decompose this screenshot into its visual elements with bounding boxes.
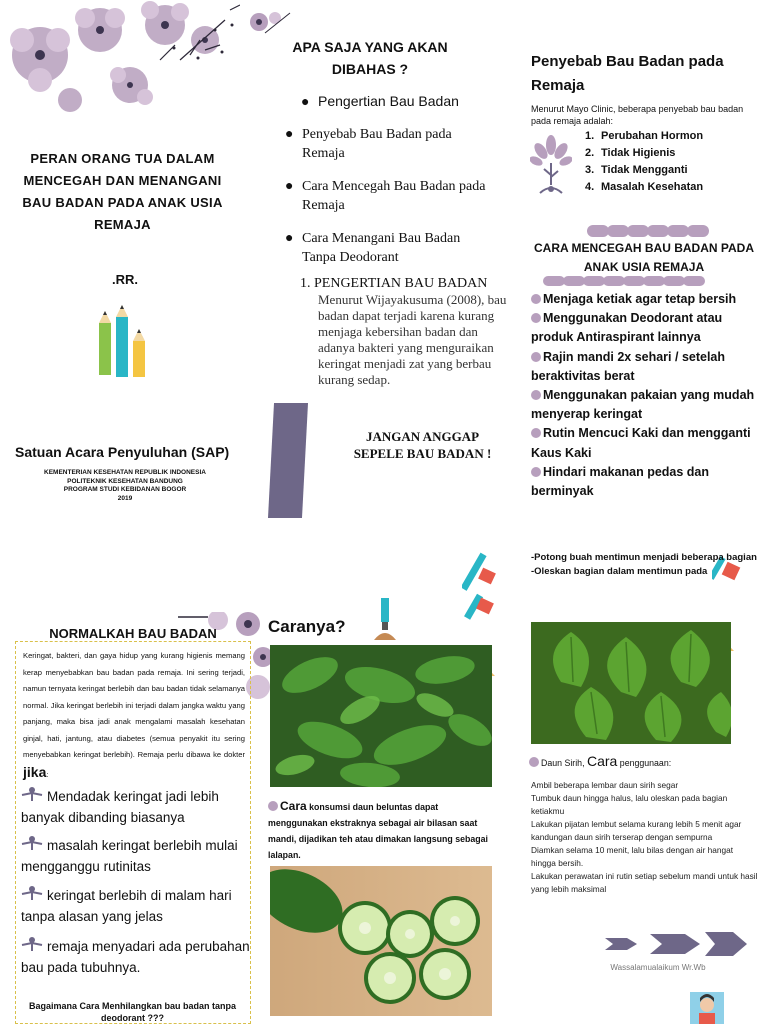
floral-decoration-top-center xyxy=(245,8,295,38)
topics-heading: APA SAJA YANG AKAN DIBAHAS ? xyxy=(292,39,448,77)
causes-list xyxy=(585,128,703,196)
bullet-icon xyxy=(531,313,541,323)
list-item: 2. Tidak Higienis xyxy=(585,147,676,159)
cara-text: konsumsi daun beluntas dapat menggunakan ekstraknya sebagai air bilasan saat mandi, dijadikan teh atau dimakan langsung sebagai lalapan. xyxy=(268,802,488,860)
list-item: Rajin mandi 2x sehari / setelah beraktivitas berat xyxy=(531,349,726,383)
step-text: Diamkan selama 10 menit, lalu bilas dengan air hangat hingga bersih. xyxy=(531,845,734,868)
arrow-decoration xyxy=(605,928,750,960)
list-item: 4. Masalah Kesehatan xyxy=(585,181,704,193)
instruction-line: -Oleskan bagian dalam mentimun pada xyxy=(531,566,708,577)
daun-label: Daun Sirih, xyxy=(541,758,585,768)
pill-divider xyxy=(587,225,707,238)
emphasis-jika: jika xyxy=(23,763,47,780)
paragraph-text: Keringat, bakteri, dan gaya hidup yang kurang higienis memang kerap menyebabkan bau badan pada remaja. Ini sering terjadi, namun ternyata keringat berlebih dan bau badan tidak selamanya normal. Jika keringat berlebih ini terjadi dalam jangka waktu yang panjang, maka bisa jadi anak mengalami masalah kesehatan ginjal, hati, jantung, atau diabetes (semua penyakit itu sering menyebabkan keringat berlebih). Remaja perlu dibawa ke dokter xyxy=(23,651,245,759)
section-title-normalkah: NORMALKAH BAU BADAN xyxy=(49,626,217,641)
list-item: 3. Tidak Mengganti xyxy=(585,164,688,176)
instruction-line: -Potong buah mentimun menjadi beberapa bagian xyxy=(531,552,757,563)
pencil-stand-icon xyxy=(370,596,400,642)
person-icon xyxy=(21,786,47,807)
pencils-icon xyxy=(95,303,150,380)
sap-title: Satuan Acara Penyuluhan (SAP) xyxy=(15,444,230,460)
prevention-list xyxy=(531,290,761,501)
list-item: Menggunakan Deodorant atau produk Antiraspirant lainnya xyxy=(531,311,723,345)
bullet-icon xyxy=(531,390,541,400)
topic-label: Cara Mencegah Bau Badan pada Remaja xyxy=(302,179,486,213)
person-icon xyxy=(21,835,47,856)
bullet-icon xyxy=(268,801,278,811)
beluntas-leaves-photo xyxy=(270,645,492,787)
bullet-icon xyxy=(531,352,541,362)
warning-text: JANGAN ANGGAP SEPELE BAU BADAN ! xyxy=(353,429,492,461)
sign-text: keringat berlebih di malam hari tanpa alasan yang jelas xyxy=(21,888,232,924)
topic-label: Cara Menangani Bau Badan Tanpa Deodorant xyxy=(302,231,461,265)
section-title: 1. PENGERTIAN BAU BADAN xyxy=(300,276,488,291)
daun-penggunaan: penggunaan: xyxy=(619,758,672,768)
caranya-heading: Caranya? xyxy=(268,617,346,636)
topic-label: Penyebab Bau Badan pada Remaja xyxy=(302,127,452,161)
normal-paragraph: Keringat, bakteri, dan gaya hidup yang kurang higienis memang kerap menyebabkan bau badan pada remaja. Ini sering terjadi, namun ternyata keringat berlebih dan bau badan tidak selamanya normal. Jika keringat berlebih ini terjadi dalam jangka waktu yang panjang, maka bisa jadi anak mengalami masalah kesehatan ginjal, hati, jantung, atau diabetes (semua penyakit itu sering menyebabkan keringat berlebih). Remaja perlu dibawa ke dokter jika: xyxy=(23,651,245,780)
topic-item xyxy=(285,177,487,215)
sign-item xyxy=(21,835,253,877)
institution-line: POLITEKNIK KESEHATAN BANDUNG xyxy=(67,477,183,485)
causes-heading: Penyebab Bau Badan pada Remaja xyxy=(531,53,724,94)
list-item: Hindari makanan pedas dan berminyak xyxy=(531,464,710,499)
brochure-title: PERAN ORANG TUA DALAM MENCEGAH DAN MENANGANI BAU BADAN PADA ANAK USIA REMAJA xyxy=(22,151,223,232)
bullet-icon xyxy=(531,428,541,438)
person-icon xyxy=(21,936,47,957)
step-text: Tumbuk daun hingga halus, lalu oleskan pada bagian ketiakmu xyxy=(531,793,728,816)
bullet-icon xyxy=(531,467,541,477)
bullet-icon xyxy=(531,294,541,304)
sign-item xyxy=(21,936,253,978)
institution-line: 2019 xyxy=(117,494,133,502)
beluntas-description xyxy=(268,798,496,863)
sign-item xyxy=(21,885,253,927)
topic-item xyxy=(301,92,503,111)
section-body: Menurut Wijayakusuma (2008), bau badan dapat terjadi karena kurang menjaga kebersihan badan dan adanya bakteri yang menguraikan keringat menjadi zat yang berbau kurang sedap. xyxy=(318,292,507,387)
betel-leaf-label xyxy=(529,755,759,770)
institution-line: PROGRAM STUDI KEBIDANAN BOGOR xyxy=(63,486,187,493)
decorative-bar xyxy=(268,403,308,518)
tree-logo-icon xyxy=(530,133,572,201)
person-icon xyxy=(21,885,47,906)
sign-text: masalah keringat berlebih mulai mengganggu rutinitas xyxy=(21,838,238,874)
cucumber-slices-photo xyxy=(270,866,492,1016)
institution-line: KEMENTERIAN KESEHATAN REPUBLIK INDONESIA xyxy=(44,469,206,476)
bullet-icon: ● xyxy=(285,231,294,246)
step-text: Lakukan perawatan ini rutin setiap sebelum mandi untuk hasil yang lebih maksimal xyxy=(531,871,758,894)
author-name: .RR. xyxy=(112,272,138,287)
sign-text: remaja menyadari ada perubahan bau pada tubuhnya. xyxy=(21,939,250,975)
person-avatar-icon xyxy=(690,992,724,1024)
cucumber-instructions xyxy=(531,551,768,579)
section-pengertian xyxy=(300,276,510,388)
sign-text: Mendadak keringat jadi lebih banyak dibanding biasanya xyxy=(21,789,219,825)
pill-divider-lower xyxy=(543,276,713,286)
institution-block xyxy=(40,469,210,503)
betel-steps xyxy=(531,779,759,896)
list-item: Rutin Mencuci Kaki dan mengganti Kaus Kaki xyxy=(531,426,751,460)
topic-item xyxy=(285,229,487,267)
pencil-sharpener-icon xyxy=(462,550,498,630)
topic-label: Pengertian Bau Badan xyxy=(318,93,459,109)
floral-decoration-top-left xyxy=(0,0,240,120)
step-text: Ambil beberapa lembar daun sirih segar xyxy=(531,780,679,790)
betel-leaves-photo xyxy=(531,622,731,744)
list-item: Menjaga ketiak agar tetap bersih xyxy=(531,290,761,309)
daun-cara: Cara xyxy=(586,753,618,769)
bullet-icon xyxy=(529,757,539,767)
sign-item xyxy=(21,786,253,828)
bullet-icon: ● xyxy=(301,93,310,109)
topic-item xyxy=(285,125,487,163)
bullet-icon: ● xyxy=(285,179,294,194)
list-item: 1. Perubahan Hormon xyxy=(585,130,704,142)
closing-greeting: Wassalamualaikum Wr.Wb xyxy=(610,963,706,972)
causes-intro: Menurut Mayo Clinic, beberapa penyebab bau badan pada remaja adalah: xyxy=(531,104,744,126)
question-text: Bagaimana Cara Menhilangkan bau badan tanpa deodorant ??? xyxy=(28,1001,237,1023)
cara-word: Cara xyxy=(280,799,307,813)
step-text: Lakukan pijatan lembut selama kurang lebih 5 menit agar kandungan daun sirih terserap dengan sempurna xyxy=(531,819,742,842)
prevention-heading: CARA MENCEGAH BAU BADAN PADA ANAK USIA REMAJA xyxy=(534,241,754,274)
list-item: Menggunakan pakaian yang mudah menyerap keringat xyxy=(531,388,755,422)
bullet-icon: ● xyxy=(285,127,294,142)
